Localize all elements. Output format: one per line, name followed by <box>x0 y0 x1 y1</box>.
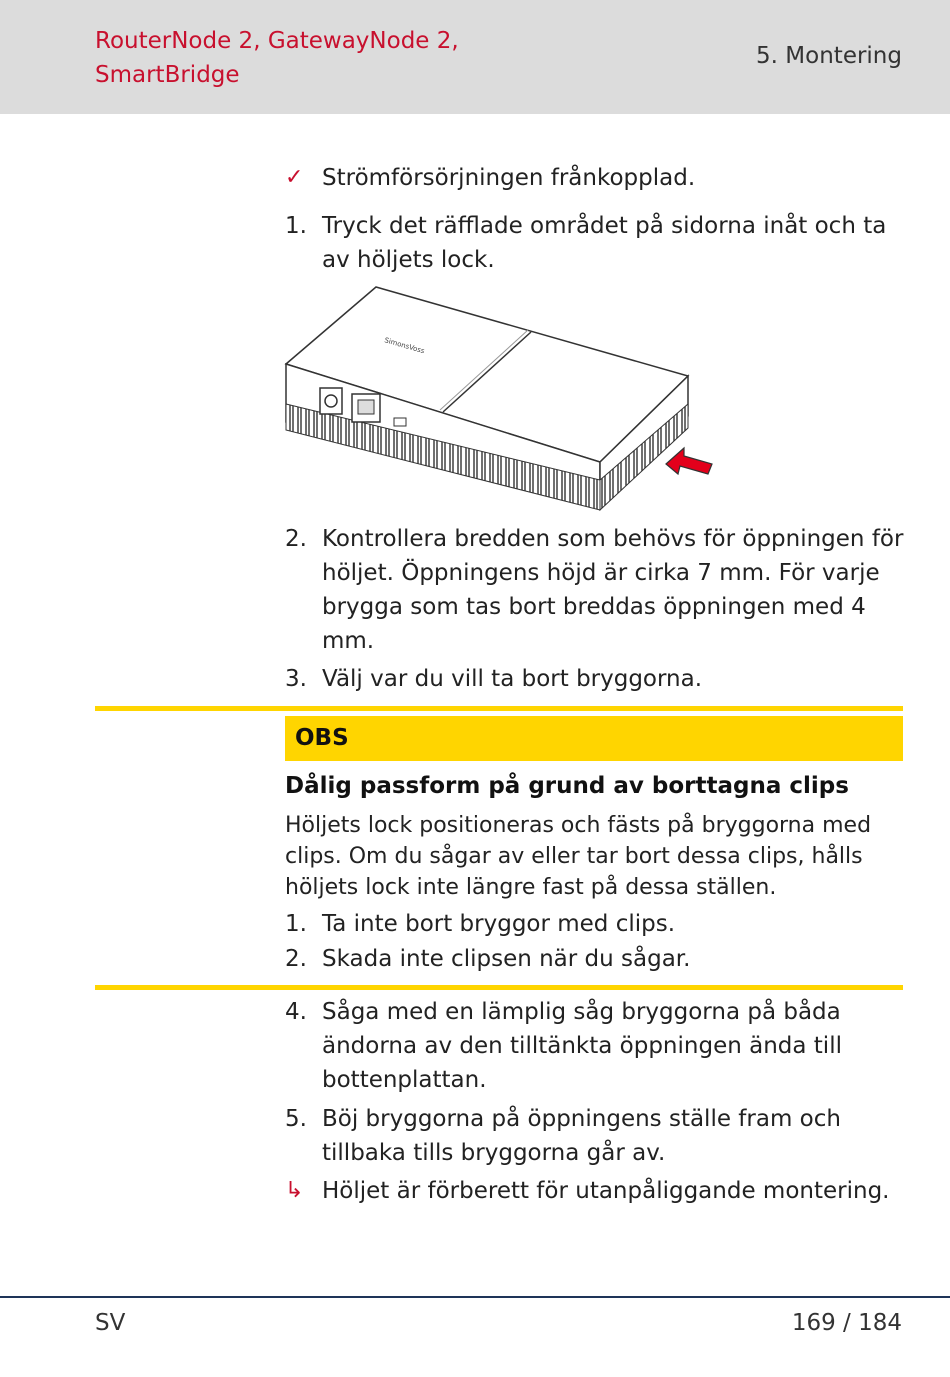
device-drawing <box>280 284 720 516</box>
step-text: Välj var du vill ta bort bryggorna. <box>322 666 703 692</box>
product-title-line-1: RouterNode 2, GatewayNode 2, <box>95 28 459 54</box>
chapter-title: 5. Montering <box>756 43 902 69</box>
product-title-line-2: SmartBridge <box>95 62 240 88</box>
page-header <box>0 0 950 114</box>
step-number: 5. <box>285 1106 307 1132</box>
step-number: 4. <box>285 999 307 1025</box>
step-number: 3. <box>285 666 307 692</box>
note-text: Höljets lock positioneras och fästs på bryggorna med clips. Om du sågar av eller tar bort dessa clips, hålls höljets lock inte längre fast på dessa ställen. <box>285 813 872 900</box>
step-text: Tryck det räfflade området på sidorna inåt och ta av höljets lock. <box>322 213 887 273</box>
brand-logo: SimonsVoss <box>383 336 426 356</box>
press-arrow <box>666 448 712 474</box>
step-text: Kontrollera bredden som behövs för öppningen för höljet. Öppningens höjd är cirka 7 mm. För varje brygga som tas bort breddas öppningen med 4 mm. <box>322 526 904 654</box>
note-header <box>285 716 903 761</box>
device-illustration <box>280 284 720 516</box>
result-arrow-icon: ↳ <box>285 1178 304 1203</box>
note-bottom-rule <box>95 985 903 990</box>
note-item-text: Ta inte bort bryggor med clips. <box>322 911 676 937</box>
step-number: 1. <box>285 213 307 239</box>
footer-page-number: 169 / 184 <box>791 1310 902 1336</box>
footer-language: SV <box>95 1310 126 1336</box>
usb-port <box>394 418 406 426</box>
note-item-text: Skada inte clipsen när du sågar. <box>322 946 691 972</box>
product-title <box>95 24 459 92</box>
prerequisite-text: Strömförsörjningen frånkopplad. <box>322 165 696 191</box>
note-label: OBS <box>295 725 349 751</box>
note-title: Dålig passform på grund av borttagna clips <box>285 773 849 799</box>
step-number: 2. <box>285 526 307 552</box>
note-top-rule <box>95 706 903 711</box>
step-text: Såga med en lämplig såg bryggorna på båda ändorna av den tilltänkta öppningen ända till bottenplattan. <box>322 999 842 1093</box>
step-text: Böj bryggorna på öppningens ställe fram och tillbaka tills bryggorna går av. <box>322 1106 841 1166</box>
checkmark-icon: ✓ <box>285 165 304 190</box>
note-item-number: 1. <box>285 911 307 937</box>
footer-rule <box>0 1296 950 1298</box>
note-item-number: 2. <box>285 946 307 972</box>
result-text: Höljet är förberett för utanpåliggande montering. <box>322 1178 890 1204</box>
